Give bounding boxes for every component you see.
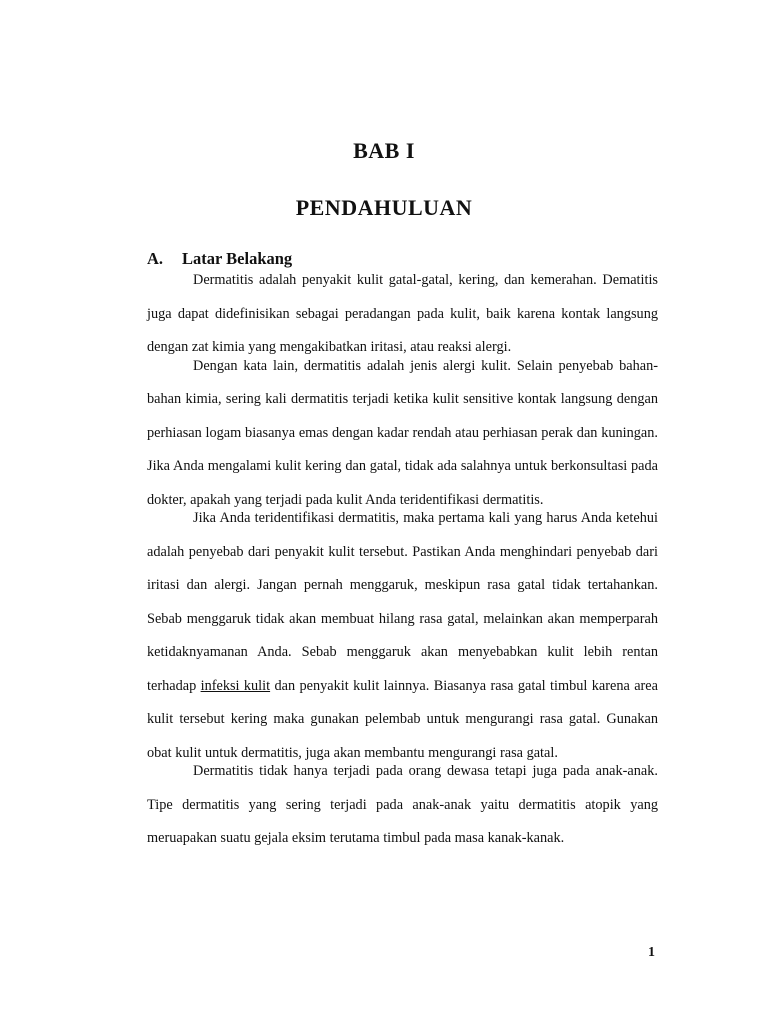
body-text	[147, 264, 658, 856]
paragraph-3-text-before-link: Jika Anda teridentifikasi dermatitis, maka pertama kali yang harus Anda ketehui adalah penyebab dari penyakit kulit tersebut. Pastikan Anda menghindari penyebab dari iritasi dan alergi. Jangan pernah menggaruk, meskipun rasa gatal tidak tertahankan. Sebab menggaruk tidak akan membuat hilang rasa gatal, melainkan akan memperparah ketidaknyamanan Anda. Sebab menggaruk akan menyebabkan kulit lebih rentan terhadap	[147, 510, 658, 694]
chapter-title: PENDAHULUAN	[295, 195, 473, 220]
page-number: 1	[648, 945, 655, 960]
paragraph-2: Dengan kata lain, dermatitis adalah jenis alergi kulit. Selain penyebab bahan-bahan kimia, sering kali dermatitis terjadi ketika kulit sensitive kontak langsung dengan perhiasan logam biasanya emas dengan kadar rendah atau perhiasan perak dan kuningan. Jika Anda mengalami kulit kering dan gatal, tidak ada salahnya untuk berkonsultasi pada dokter, apakah yang terjadi pada kulit Anda teridentifikasi dermatitis.	[147, 357, 658, 508]
section-letter: A.	[147, 249, 164, 268]
chapter-heading: BAB I	[353, 138, 415, 163]
infeksi-kulit-link[interactable]: infeksi kulit	[200, 677, 271, 694]
paragraph-3-text-after-link: dan penyakit kulit lainnya. Biasanya rasa gatal timbul karena area kulit tersebut kering maka gunakan pelembab untuk mengurangi rasa gatal. Gunakan obat kulit untuk dermatitis, juga akan membantu mengurangi rasa gatal.	[147, 677, 658, 761]
paragraph-3	[147, 502, 658, 770]
paragraph-4: Dermatitis tidak hanya terjadi pada orang dewasa tetapi juga pada anak-anak. Tipe dermatitis yang sering terjadi pada anak-anak yaitu dermatitis atopik yang meruapakan suatu gejala eksim terutama timbul pada masa kanak-kanak.	[147, 763, 658, 846]
paragraph-1: Dermatitis adalah penyakit kulit gatal-gatal, kering, dan kemerahan. Dematitis juga dapat didefinisikan sebagai peradangan pada kulit, baik karena kontak langsung dengan zat kimia yang mengakibatkan iritasi, atau reaksi alergi.	[147, 272, 658, 355]
section-title: Latar Belakang	[182, 249, 293, 268]
